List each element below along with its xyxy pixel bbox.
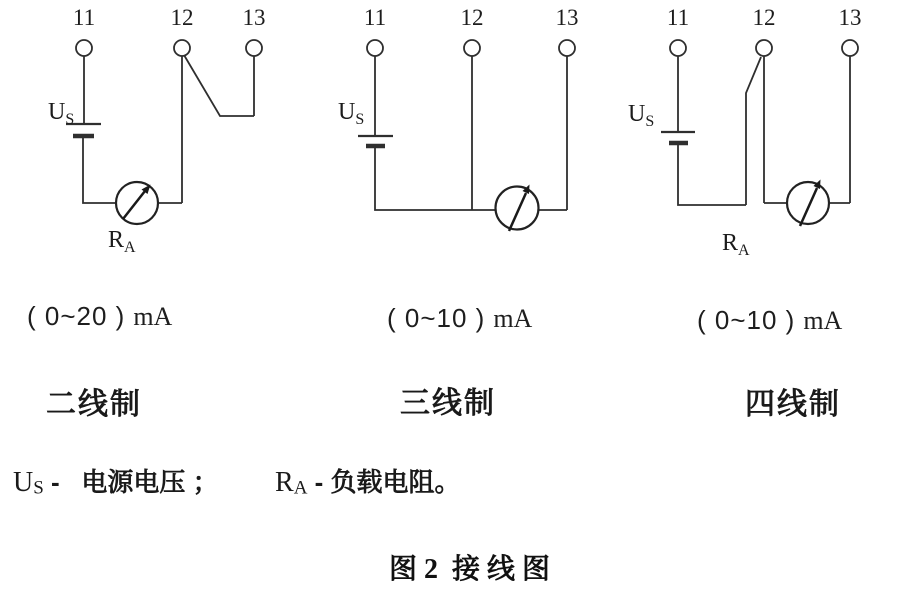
ra-definition-text: - 负载电阻。 (307, 467, 461, 497)
wiring-type-label-two-wire: 二线制 (46, 388, 142, 421)
supply-voltage-label (48, 99, 74, 128)
two-wire-circuit-diagram (48, 5, 266, 256)
load-resistor-base: R (722, 230, 739, 256)
us-symbol: U (13, 467, 34, 498)
range-unit: mA (803, 306, 843, 335)
ammeter-icon (496, 185, 539, 232)
ammeter-icon (116, 182, 158, 224)
ammeter-circle (787, 182, 829, 224)
supply-voltage-label (338, 99, 364, 128)
terminal-circle-11 (367, 40, 383, 56)
ammeter-circle (496, 187, 539, 230)
terminal-circle-11 (670, 40, 686, 56)
supply-voltage-sub: S (645, 113, 655, 130)
terminal-label-11: 11 (72, 5, 96, 30)
range-value: ( 0~10 ) (387, 303, 486, 333)
supply-voltage-sub: S (355, 111, 365, 128)
load-resistor-base: R (108, 227, 125, 253)
terminal-label-13: 13 (555, 5, 579, 30)
terminal-label-11: 11 (666, 5, 690, 30)
terminal-label-11: 11 (363, 5, 387, 30)
ra-symbol: R (275, 467, 294, 498)
wires (375, 56, 567, 210)
load-resistor-label (108, 227, 136, 256)
terminal-label-13: 13 (838, 5, 862, 30)
load-resistor-label (722, 230, 750, 259)
supply-voltage-base: U (338, 99, 356, 125)
terminal-circle-12 (174, 40, 190, 56)
range-unit: mA (493, 304, 533, 333)
wiring-type-label-four-wire: 四线制 (745, 388, 841, 421)
load-resistor-sub: A (738, 242, 750, 259)
supply-voltage-base: U (628, 101, 646, 127)
four-wire-circuit-diagram (628, 5, 862, 259)
ammeter-icon (787, 180, 829, 227)
three-wire-circuit-diagram (338, 5, 579, 231)
supply-voltage-label (628, 101, 654, 130)
us-symbol-sub: S (33, 477, 44, 499)
load-resistor-sub: A (124, 239, 136, 256)
legend-ra-definition (275, 462, 461, 499)
terminal-circle-13 (246, 40, 262, 56)
legend-us-definition (13, 462, 219, 499)
battery-icon (358, 136, 393, 146)
supply-voltage-sub: S (65, 111, 75, 128)
figure-caption: 图 2 接 线 图 (389, 554, 551, 585)
wiring-diagrams-canvas (0, 0, 919, 270)
range-unit: mA (133, 302, 173, 331)
terminal-circle-12 (464, 40, 480, 56)
range-value: ( 0~20 ) (27, 301, 126, 331)
current-range-label-three-wire (387, 303, 532, 334)
battery-icon (661, 132, 695, 143)
wires (678, 56, 850, 205)
terminal-circle-13 (559, 40, 575, 56)
supply-voltage-base: U (48, 99, 66, 125)
terminal-circle-12 (756, 40, 772, 56)
wires (83, 55, 254, 203)
terminal-label-13: 13 (242, 5, 266, 30)
terminal-circle-11 (76, 40, 92, 56)
range-value: ( 0~10 ) (697, 305, 796, 335)
terminal-label-12: 12 (460, 5, 484, 30)
wiring-type-label-three-wire: 三线制 (400, 387, 496, 420)
terminal-label-12: 12 (170, 5, 194, 30)
terminal-circle-13 (842, 40, 858, 56)
ra-symbol-sub: A (293, 477, 308, 499)
us-definition-text: - 电源电压 ； (43, 467, 219, 497)
current-range-label-four-wire (697, 305, 842, 336)
current-range-label-two-wire (27, 301, 172, 332)
terminal-label-12: 12 (752, 5, 776, 30)
